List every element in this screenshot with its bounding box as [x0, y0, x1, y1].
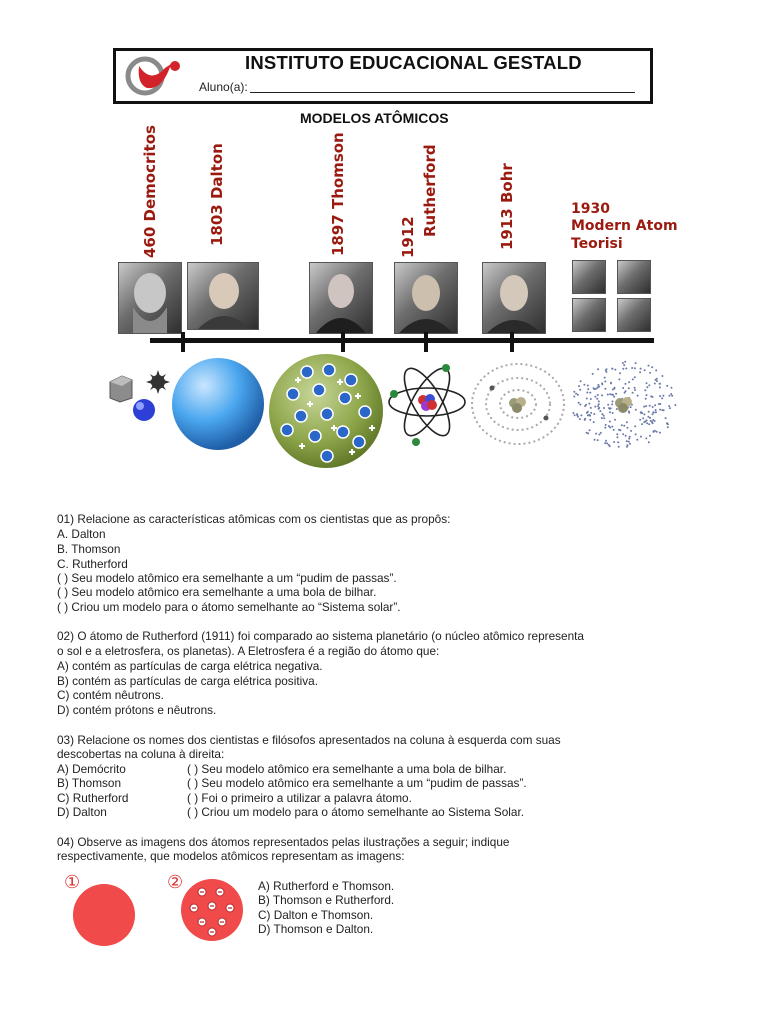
q4-option[interactable]: A) Rutherford e Thomson. [258, 879, 395, 893]
electron-cloud-dot [671, 395, 673, 397]
electron-cloud-dot [663, 409, 665, 411]
electron-cloud-dot [603, 417, 605, 419]
electron-cloud-dot [612, 412, 614, 414]
democritos-atom-shapes-icon [108, 368, 174, 424]
electron-cloud-dot [613, 396, 615, 398]
q2-prompt-line: o sol e a eletrosfera, os planetas). A Eletrosfera é a região do átomo que: [57, 644, 440, 658]
electron-cloud-dot [597, 384, 599, 386]
electron-cloud-dot [605, 371, 607, 373]
electron-cloud-dot [603, 415, 605, 417]
electron-cloud-dot [607, 404, 609, 406]
electron-cloud-dot [612, 394, 614, 396]
electron-cloud-dot [583, 384, 585, 386]
electron-cloud-dot [655, 411, 657, 413]
electron-cloud-dot [601, 394, 603, 396]
electron-cloud-dot [578, 402, 580, 404]
electron-cloud-dot [654, 430, 656, 432]
electron-cloud-dot [631, 367, 633, 369]
timeline-label-modern-teorisi: Teorisi [571, 236, 623, 252]
electron-cloud-dot [613, 388, 615, 390]
electron-cloud-dot [593, 421, 595, 423]
electron-cloud-dot [604, 377, 606, 379]
q1-statement[interactable]: ( ) Seu modelo atômico era semelhante a uma bola de bilhar. [57, 585, 377, 599]
electron-cloud-dot [645, 437, 647, 439]
q1-option-b: B. Thomson [57, 542, 121, 556]
dalton-portrait [187, 262, 259, 330]
electron-cloud-dot [579, 404, 581, 406]
electron-cloud-dot [652, 406, 654, 408]
electron-cloud-dot [645, 405, 647, 407]
electron-cloud-dot [656, 380, 658, 382]
electron-cloud-dot [626, 421, 628, 423]
electron-cloud-dot [610, 382, 612, 384]
q3-left-item: D) Dalton [57, 805, 107, 819]
timeline-tick [424, 332, 428, 352]
electron-cloud-dot [588, 414, 590, 416]
electron-cloud-dot [574, 414, 576, 416]
q2-option[interactable]: B) contém as partículas de carga elétrica positiva. [57, 674, 318, 688]
electron-cloud-dot [667, 426, 669, 428]
electron-cloud-dot [597, 386, 599, 388]
electron-cloud-dot [621, 424, 623, 426]
electron-cloud-dot [612, 401, 614, 403]
modern-electron-cloud-model [570, 356, 678, 452]
timeline-tick [341, 332, 345, 352]
electron-cloud-dot [598, 434, 600, 436]
timeline-label-thomson: 1897 Thomson [329, 132, 347, 256]
gestald-logo-icon [121, 54, 193, 98]
electron-cloud-dot [606, 368, 608, 370]
electron-cloud-dot [651, 366, 653, 368]
electron-cloud-dot [584, 405, 586, 407]
electron-cloud-dot [632, 392, 634, 394]
electron-cloud-dot [595, 388, 597, 390]
electron-cloud-dot [659, 386, 661, 388]
electron-cloud-dot [646, 382, 648, 384]
electron-cloud-dot [609, 421, 611, 423]
electron-cloud-dot [648, 423, 650, 425]
electron-cloud-dot [644, 389, 646, 391]
electron-cloud-dot [586, 398, 588, 400]
q4-option[interactable]: D) Thomson e Dalton. [258, 922, 374, 936]
electron-cloud-dot [649, 372, 651, 374]
electron-cloud-dot [618, 446, 620, 448]
electron-cloud-dot [666, 423, 668, 425]
electron-cloud-dot [609, 427, 611, 429]
electron-cloud-dot [649, 435, 651, 437]
electron-cloud-dot [586, 392, 588, 394]
page-title: MODELOS ATÔMICOS [300, 110, 449, 126]
q1-option-c: C. Rutherford [57, 557, 128, 571]
electron-cloud-dot [618, 378, 620, 380]
electron-cloud-dot [598, 403, 600, 405]
student-name-label: Aluno(a): [199, 80, 248, 94]
electron-cloud-dot [636, 439, 638, 441]
electron-cloud-dot [597, 405, 599, 407]
electron-cloud-dot [659, 409, 661, 411]
electron-cloud-dot [652, 413, 654, 415]
timeline-label-bohr: 1913 Bohr [498, 163, 516, 250]
electron-cloud-dot [654, 383, 656, 385]
electron-cloud-dot [627, 444, 629, 446]
electron-cloud-dot [625, 368, 627, 370]
modern-scientist-portrait-4 [617, 298, 651, 332]
timeline-tick [510, 332, 514, 352]
electron-cloud-dot [656, 431, 658, 433]
electron-cloud-dot [637, 395, 639, 397]
q1-statement[interactable]: ( ) Criou um modelo para o átomo semelhante ao “Sistema solar”. [57, 600, 401, 614]
q4-image-2-plum-pudding [180, 878, 244, 942]
electron-cloud-dot [674, 404, 676, 406]
electron-cloud-dot [586, 412, 588, 414]
q2-option[interactable]: A) contém as partículas de carga elétrica negativa. [57, 659, 323, 673]
electron-cloud-dot [635, 409, 637, 411]
electron-cloud-dot [592, 373, 594, 375]
electron-cloud-dot [647, 416, 649, 418]
electron-cloud-dot [619, 372, 621, 374]
electron-cloud-dot [630, 406, 632, 408]
electron-cloud-dot [604, 442, 606, 444]
q4-option[interactable]: C) Dalton e Thomson. [258, 908, 374, 922]
electron-cloud-dot [613, 441, 615, 443]
electron-cloud-dot [630, 430, 632, 432]
electron-cloud-dot [573, 391, 575, 393]
electron-cloud-dot [628, 412, 630, 414]
electron-cloud-dot [648, 384, 650, 386]
q3-prompt-line: descobertas na coluna à direita: [57, 747, 225, 761]
electron-cloud-dot [611, 403, 613, 405]
electron-cloud-dot [616, 436, 618, 438]
electron-cloud-dot [593, 413, 595, 415]
bohr-orbit-model [470, 358, 566, 450]
electron-cloud-dot [575, 393, 577, 395]
q2-prompt-line: 02) O átomo de Rutherford (1911) foi comparado ao sistema planetário (o núcleo atômico representa [57, 629, 584, 643]
electron-cloud-dot [645, 398, 647, 400]
electron-cloud-dot [634, 387, 636, 389]
dalton-billiard-ball-model [171, 357, 265, 451]
electron-cloud-dot [609, 393, 611, 395]
electron-cloud-dot [671, 387, 673, 389]
electron-cloud-dot [598, 407, 600, 409]
electron-cloud-dot [601, 383, 603, 385]
electron-cloud-dot [608, 407, 610, 409]
electron-cloud-dot [634, 376, 636, 378]
electron-cloud-dot [604, 427, 606, 429]
electron-cloud-dot [598, 400, 600, 402]
electron-cloud-dot [628, 438, 630, 440]
electron-cloud-dot [587, 388, 589, 390]
electron-cloud-dot [580, 414, 582, 416]
q2-option[interactable]: C) contém nêutrons. [57, 688, 164, 702]
electron-cloud-dot [641, 423, 643, 425]
electron-cloud-dot [608, 444, 610, 446]
thomson-portrait [309, 262, 373, 334]
electron-cloud-dot [572, 412, 574, 414]
electron-cloud-dot [577, 394, 579, 396]
electron-cloud-dot [624, 392, 626, 394]
electron-cloud-dot [614, 419, 616, 421]
electron-cloud-dot [587, 385, 589, 387]
electron-cloud-dot [611, 368, 613, 370]
electron-cloud-dot [646, 394, 648, 396]
electron-cloud-dot [616, 433, 618, 435]
timeline-tick [181, 332, 185, 352]
electron-cloud-dot [597, 394, 599, 396]
electron-cloud-dot [642, 417, 644, 419]
q4-image-1-solid-ball [73, 884, 135, 946]
electron-cloud-dot [589, 392, 591, 394]
timeline-label-modern-atom: Modern Atom [571, 218, 678, 234]
electron-cloud-dot [659, 403, 661, 405]
electron-cloud-dot [639, 371, 641, 373]
electron-cloud-dot [576, 414, 578, 416]
electron-cloud-dot [628, 381, 630, 383]
electron-cloud-dot [652, 419, 654, 421]
electron-cloud-dot [622, 362, 624, 364]
electron-cloud-dot [623, 425, 625, 427]
electron-cloud-dot [600, 432, 602, 434]
electron-cloud-dot [579, 389, 581, 391]
electron-cloud-dot [634, 389, 636, 391]
electron-cloud-dot [623, 364, 625, 366]
q3-left-item: B) Thomson [57, 776, 122, 790]
electron-cloud-dot [629, 443, 631, 445]
q1-prompt: 01) Relacione as características atômicas com os cientistas que as propôs: [57, 512, 451, 526]
q3-prompt-line: 03) Relacione os nomes dos cientistas e filósofos apresentados na coluna à esquerda com suas [57, 733, 561, 747]
timeline-label-democritos: 460 Democritos [141, 125, 159, 258]
electron-cloud-dot [648, 441, 650, 443]
electron-cloud-dot [661, 397, 663, 399]
q3-left-item: C) Rutherford [57, 791, 129, 805]
electron-cloud-dot [649, 417, 651, 419]
electron-cloud-dot [584, 418, 586, 420]
electron-cloud-dot [597, 368, 599, 370]
electron-cloud-dot [594, 439, 596, 441]
electron-cloud-dot [656, 378, 658, 380]
electron-cloud-dot [586, 432, 588, 434]
modern-scientist-portrait-1 [572, 260, 606, 294]
electron-cloud-dot [659, 383, 661, 385]
electron-cloud-dot [611, 426, 613, 428]
electron-cloud-dot [580, 380, 582, 382]
electron-cloud-dot [594, 406, 596, 408]
electron-cloud-dot [590, 412, 592, 414]
electron-cloud-dot [655, 369, 657, 371]
rutherford-portrait [394, 262, 458, 334]
electron-cloud-dot [640, 436, 642, 438]
electron-cloud-dot [622, 387, 624, 389]
q1-statement[interactable]: ( ) Seu modelo atômico era semelhante a um “pudim de passas”. [57, 571, 397, 585]
q4-option[interactable]: B) Thomson e Rutherford. [258, 893, 395, 907]
electron-cloud-dot [613, 429, 615, 431]
electron-cloud-dot [599, 410, 601, 412]
electron-cloud-dot [666, 385, 668, 387]
electron-cloud-dot [604, 388, 606, 390]
electron-cloud-dot [628, 441, 630, 443]
electron-cloud-dot [607, 394, 609, 396]
q1-option-a: A. Dalton [57, 527, 106, 541]
electron-cloud-dot [644, 420, 646, 422]
timeline-label-rutherford-name: Rutherford [421, 144, 439, 237]
electron-cloud-dot [662, 395, 664, 397]
electron-cloud-dot [655, 409, 657, 411]
electron-cloud-dot [624, 361, 626, 363]
electron-cloud-dot [634, 425, 636, 427]
electron-cloud-dot [627, 427, 629, 429]
electron-cloud-dot [622, 368, 624, 370]
electron-cloud-dot [615, 393, 617, 395]
electron-cloud-dot [659, 395, 661, 397]
electron-cloud-dot [635, 433, 637, 435]
rutherford-planetary-model [386, 356, 468, 448]
electron-cloud-dot [668, 405, 670, 407]
electron-cloud-dot [617, 441, 619, 443]
electron-cloud-dot [643, 406, 645, 408]
q4-image-label-2: ② [167, 872, 184, 892]
bohr-portrait [482, 262, 546, 334]
electron-cloud-dot [590, 407, 592, 409]
electron-cloud-dot [589, 429, 591, 431]
electron-cloud-dot [668, 395, 670, 397]
electron-cloud-dot [643, 413, 645, 415]
electron-cloud-dot [659, 432, 661, 434]
modern-scientist-portrait-3 [572, 298, 606, 332]
electron-cloud-dot [669, 407, 671, 409]
electron-cloud-dot [620, 429, 622, 431]
timeline-label-modern-year: 1930 [571, 201, 610, 217]
electron-cloud-dot [604, 381, 606, 383]
electron-cloud-dot [606, 442, 608, 444]
modern-scientist-portrait-2 [617, 260, 651, 294]
electron-cloud-dot [616, 408, 618, 410]
electron-cloud-dot [628, 387, 630, 389]
electron-cloud-dot [648, 411, 650, 413]
electron-cloud-dot [648, 365, 650, 367]
electron-cloud-dot [595, 433, 597, 435]
electron-cloud-dot [622, 433, 624, 435]
electron-cloud-dot [654, 404, 656, 406]
electron-cloud-dot [579, 418, 581, 420]
electron-cloud-dot [594, 396, 596, 398]
q3-left-item: A) Demócrito [57, 762, 126, 776]
electron-cloud-dot [626, 440, 628, 442]
electron-cloud-dot [601, 413, 603, 415]
electron-cloud-dot [596, 398, 598, 400]
q4-image-label-1: ① [64, 872, 81, 892]
school-title: INSTITUTO EDUCACIONAL GESTALD [245, 52, 582, 73]
q4-prompt-line: respectivamente, que modelos atômicos representam as imagens: [57, 849, 405, 863]
q3-right-item[interactable]: ( ) Seu modelo atômico era semelhante a um “pudim de passas”. [187, 776, 527, 790]
electron-cloud-dot [641, 412, 643, 414]
electron-cloud-dot [597, 439, 599, 441]
electron-cloud-dot [632, 378, 634, 380]
electron-cloud-dot [614, 369, 616, 371]
electron-cloud-dot [665, 417, 667, 419]
timeline-axis [150, 338, 654, 343]
electron-cloud-dot [646, 386, 648, 388]
student-name-line [250, 92, 635, 93]
electron-cloud-dot [578, 385, 580, 387]
q3-right-item[interactable]: ( ) Foi o primeiro a utilizar a palavra átomo. [187, 791, 412, 805]
electron-cloud-dot [661, 375, 663, 377]
electron-cloud-dot [605, 424, 607, 426]
electron-cloud-dot [640, 368, 642, 370]
thomson-plum-pudding-model [267, 352, 385, 470]
electron-cloud-dot [625, 435, 627, 437]
timeline-label-rutherford-year: 1912 [399, 216, 417, 258]
electron-cloud-dot [650, 420, 652, 422]
q2-option[interactable]: D) contém prótons e nêutrons. [57, 703, 217, 717]
electron-cloud-dot [670, 393, 672, 395]
electron-cloud-dot [649, 405, 651, 407]
electron-cloud-dot [573, 396, 575, 398]
electron-cloud-dot [634, 367, 636, 369]
electron-cloud-dot [589, 419, 591, 421]
electron-cloud-dot [644, 369, 646, 371]
electron-cloud-dot [629, 436, 631, 438]
electron-cloud-dot [652, 422, 654, 424]
electron-cloud-dot [653, 412, 655, 414]
electron-cloud-dot [639, 419, 641, 421]
electron-cloud-dot [609, 411, 611, 413]
q4-prompt-line: 04) Observe as imagens dos átomos representados pelas ilustrações a seguir; indique [57, 835, 510, 849]
timeline-label-dalton: 1803 Dalton [208, 143, 226, 246]
electron-cloud-dot [605, 440, 607, 442]
electron-cloud-dot [601, 417, 603, 419]
electron-cloud-dot [652, 396, 654, 398]
electron-cloud-dot [590, 398, 592, 400]
q3-right-item[interactable]: ( ) Criou um modelo para o átomo semelhante ao Sistema Solar. [187, 805, 525, 819]
electron-cloud-dot [588, 403, 590, 405]
electron-cloud-dot [635, 362, 637, 364]
electron-cloud-dot [625, 383, 627, 385]
electron-cloud-dot [646, 422, 648, 424]
electron-cloud-dot [603, 407, 605, 409]
democritos-portrait [118, 262, 182, 334]
q3-right-item[interactable]: ( ) Seu modelo atômico era semelhante a uma bola de bilhar. [187, 762, 507, 776]
